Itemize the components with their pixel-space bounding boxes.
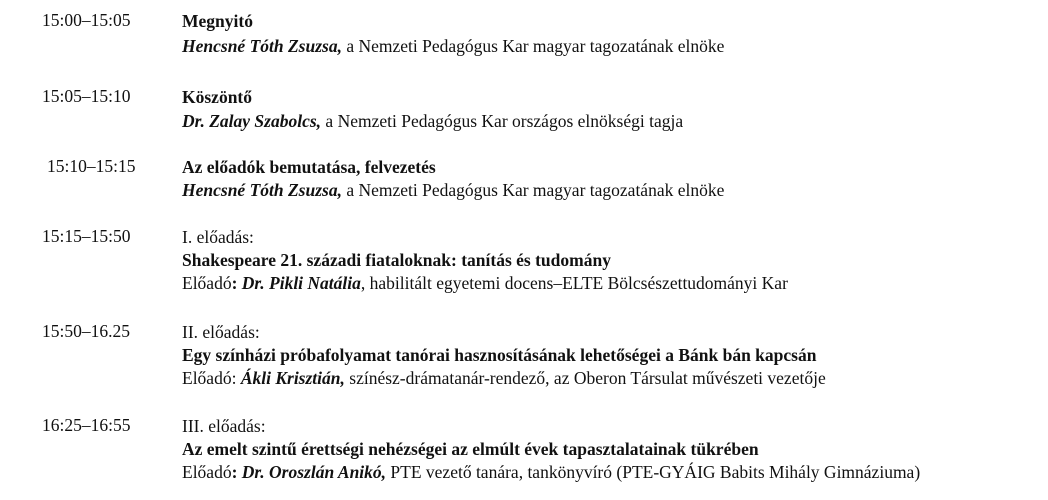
speaker-role: a Nemzeti Pedagógus Kar magyar tagozatának elnöke (341, 36, 725, 56)
speaker-colon: : (231, 273, 242, 293)
program-title: Az emelt szintű érettségi nehézségei az elmúlt évek tapasztalatainak tükrében (182, 439, 759, 459)
program-content (182, 86, 932, 133)
program-content (182, 226, 932, 295)
program-content (182, 10, 932, 58)
speaker-name: Dr. Zalay Szabolcs, (182, 111, 322, 131)
lecture-label: III. előadás: (182, 416, 266, 436)
time-slot: 15:50–16.25 (42, 321, 130, 341)
program-title: Megnyitó (182, 11, 253, 31)
speaker-role: a Nemzeti Pedagógus Kar országos elnökségi tagja (321, 111, 684, 131)
program-content (182, 156, 932, 202)
time-slot: 15:00–15:05 (42, 10, 131, 30)
speaker-name: Dr. Oroszlán Anikó, (241, 462, 387, 482)
time-slot: 16:25–16:55 (42, 415, 131, 435)
speaker-line (182, 179, 932, 202)
speaker-name: Hencsné Tóth Zsuzsa, (182, 36, 342, 56)
speaker-line (182, 272, 932, 295)
speaker-name: Ákli Krisztián, (240, 368, 345, 388)
speaker-name: Dr. Pikli Natália (241, 273, 361, 293)
lecture-label: I. előadás: (182, 227, 254, 247)
speaker-line (182, 461, 932, 484)
speaker-line (182, 367, 932, 390)
speaker-role: színész-drámatanár-rendező, az Oberon Társulat művészeti vezetője (344, 368, 826, 388)
program-title: Köszöntő (182, 87, 252, 107)
time-slot: 15:10–15:15 (47, 156, 136, 176)
program-title: Az előadók bemutatása, felvezetés (182, 157, 436, 177)
speaker-role: , habilitált egyetemi docens–ELTE Bölcsészettudományi Kar (360, 273, 788, 293)
time-slot: 15:15–15:50 (42, 226, 131, 246)
speaker-line (182, 35, 932, 58)
program-title: Egy színházi próbafolyamat tanórai hasznosításának lehetőségei a Bánk bán kapcsán (182, 345, 817, 365)
program-title: Shakespeare 21. századi fiataloknak: tanítás és tudomány (182, 250, 611, 270)
program-content (182, 415, 932, 484)
speaker-prefix: Előadó: (182, 368, 241, 388)
speaker-line (182, 110, 932, 133)
speaker-prefix: Előadó (182, 462, 232, 482)
program-content (182, 321, 932, 390)
time-slot: 15:05–15:10 (42, 86, 131, 106)
speaker-role: PTE vezető tanára, tankönyvíró (PTE-GYÁIG Babits Mihály Gimnáziuma) (386, 462, 921, 482)
speaker-prefix: Előadó (182, 273, 232, 293)
speaker-colon: : (231, 462, 242, 482)
lecture-label: II. előadás: (182, 322, 260, 342)
speaker-name: Hencsné Tóth Zsuzsa, (182, 180, 342, 200)
speaker-role: a Nemzeti Pedagógus Kar magyar tagozatának elnöke (341, 180, 725, 200)
